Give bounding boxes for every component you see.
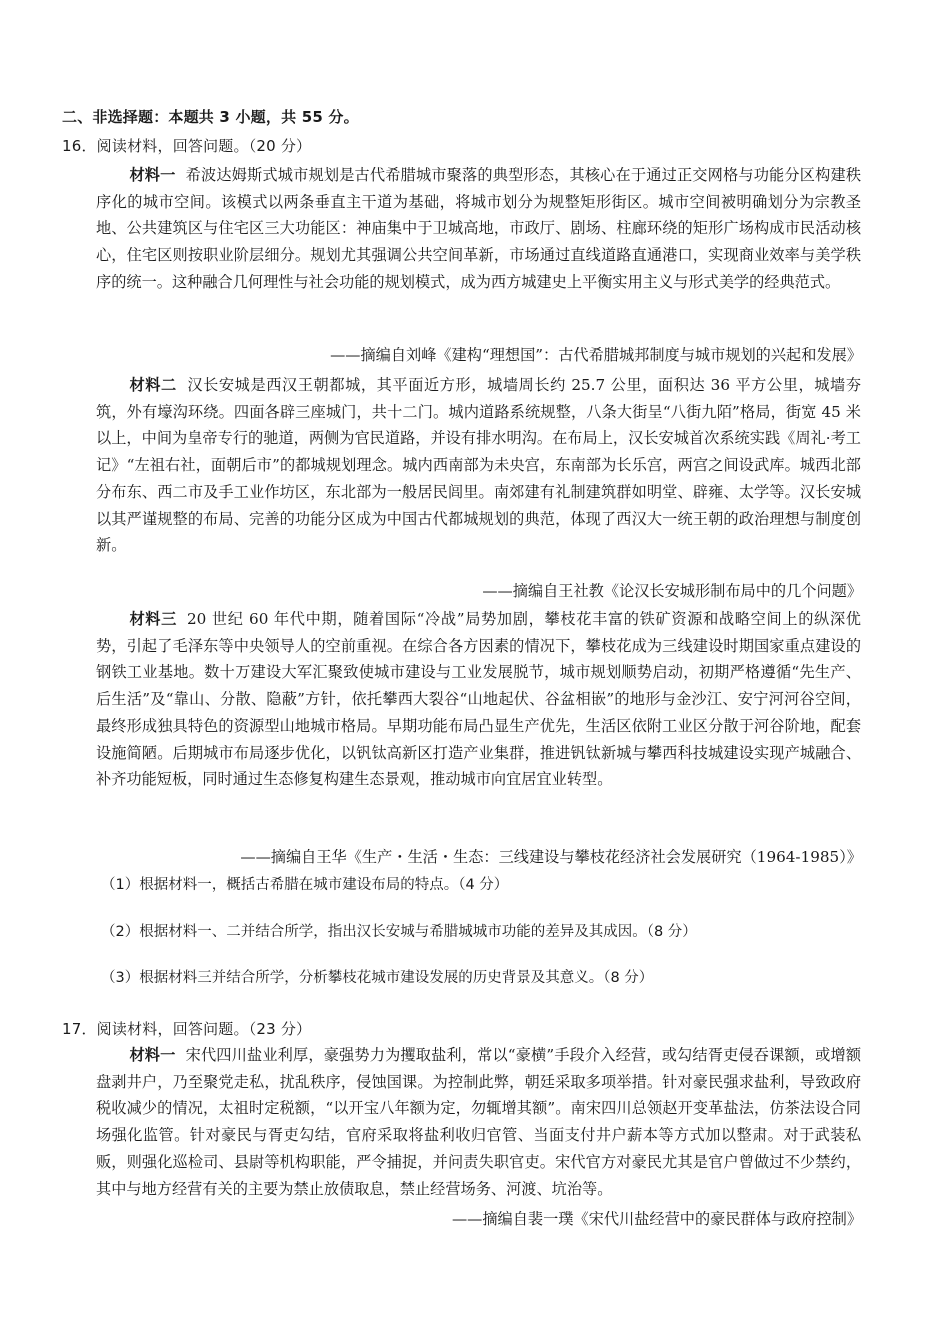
q16-material-3-source: ——摘编自王华《生产・生活・生态：三线建设与攀枝花经济社会发展研究（1964-1985）》 [240,848,862,866]
question-17-heading: 17．阅读材料，回答问题。（23 分） [62,1020,312,1038]
material-text: 宋代四川盐业利厚，豪强势力为攫取盐利，常以“豪横”手段介入经营，或勾结胥吏侵吞课额，或增额盘剥井户，乃至聚党走私，扰乱秩序，侵蚀国课。为控制此弊，朝廷采取多项举措。针对豪民强求盐利，导致政府税收减少的情况，太祖时定税额，“以开宝八年额为定，勿辄增其额”。南宋四川总领赵开变革盐法，仿茶法设合同场强化监管。针对豪民与胥吏勾结，官府采取将盐利收归官管、当面支付井户薪本等方式加以整肃。对于武装私贩，则强化巡检司、县尉等机构职能，严令捕捉，并问责失职官吏。宋代官方对豪民尤其是官户曾做过不少禁约，其中与地方经营有关的主要为禁止放债取息，禁止经营场务、河渡、坑治等。 [96,1046,862,1198]
q16-subquestion-2: （2）根据材料一、二并结合所学，指出汉长安城与希腊城城市功能的差异及其成因。（8 分） [101,924,697,940]
section-title: 二、非选择题：本题共 3 小题，共 55 分。 [62,108,359,126]
material-label: 材料一 [129,166,176,184]
q16-material-2 [96,372,861,559]
material-text: 汉长安城是西汉王朝都城，其平面近方形，城墙周长约 25.7 公里，面积达 36 平方公里，城墙夯筑，外有壕沟环绕。四面各辟三座城门，共十二门。城内道路系统规整，八条大街呈“八街九陌”格局，街宽 45 米以上，中间为皇帝专行的驰道，两侧为官民道路，并设有排水明沟。在布局上，汉长安城首次系统实践《周礼·考工记》“左祖右社，面朝后市”的都城规划理念。城内西南部为未央宫，东南部为长乐宫，两宫之间设武库。城西北部分布东、西二市及手工业作坊区，东北部为一般居民闾里。南郊建有礼制建筑群如明堂、辟雍、太学等。汉长安城以其严谨规整的布局、完善的功能分区成为中国古代都城规划的典范，体现了西汉大一统王朝的政治理想与制度创新。 [96,376,862,555]
material-text: 20 世纪 60 年代中期，随着国际“冷战”局势加剧，攀枝花丰富的铁矿资源和战略空间上的纵深优势，引起了毛泽东等中央领导人的空前重视。在综合各方因素的情况下，攀枝花成为三线建设时期国家重点建设的钢铁工业基地。数十万建设大军汇聚致使城市建设与工业发展脱节，城市规划顺势启动，初期严格遵循“先生产、后生活”及“靠山、分散、隐蔽”方针，依托攀西大裂谷“山地起伏、谷盆相嵌”的地形与金沙江、安宁河河谷空间，最终形成独具特色的资源型山地城市格局。早期功能布局凸显生产优先，生活区依附工业区分散于河谷阶地，配套设施简陋。后期城市布局逐步优化，以钒钛高新区打造产业集群，推进钒钛新城与攀西科技城建设实现产城融合、补齐功能短板，同时通过生态修复构建生态景观，推动城市向宜居宜业转型。 [96,610,861,789]
material-label: 材料一 [129,1046,176,1064]
q17-material-1-source: ——摘编自裴一璞《宋代川盐经营中的豪民群体与政府控制》 [451,1210,862,1228]
q17-material-1 [96,1042,861,1202]
material-label: 材料三 [129,610,178,628]
question-16-heading: 16．阅读材料，回答问题。（20 分） [62,137,312,155]
q16-material-3 [96,606,861,793]
q16-subquestion-1: （1）根据材料一，概括古希腊在城市建设布局的特点。（4 分） [101,877,509,893]
material-label: 材料二 [129,376,177,394]
q16-material-1-source: ——摘编自刘峰《建构“理想国”：古代希腊城邦制度与城市规划的兴起和发展》 [330,346,862,364]
q16-subquestion-3: （3）根据材料三并结合所学，分析攀枝花城市建设发展的历史背景及其意义。（8 分） [101,970,654,986]
material-text: 希波达姆斯式城市规划是古代希腊城市聚落的典型形态，其核心在于通过正交网格与功能分区构建秩序化的城市空间。该模式以两条垂直主干道为基础，将城市划分为规整矩形街区。城市空间被明确划分为宗教圣地、公共建筑区与住宅区三大功能区：神庙集中于卫城高地，市政厅、剧场、柱廊环绕的矩形广场构成市民活动核心，住宅区则按职业阶层细分。规划尤其强调公共空间革新，市场通过直线道路直通港口，实现商业效率与美学秩序的统一。这种融合几何理性与社会功能的规划模式，成为西方城建史上平衡实用主义与形式美学的经典范式。 [96,166,862,291]
q16-material-1 [96,162,861,296]
q16-material-2-source: ——摘编自王社教《论汉长安城形制布局中的几个问题》 [482,582,862,600]
